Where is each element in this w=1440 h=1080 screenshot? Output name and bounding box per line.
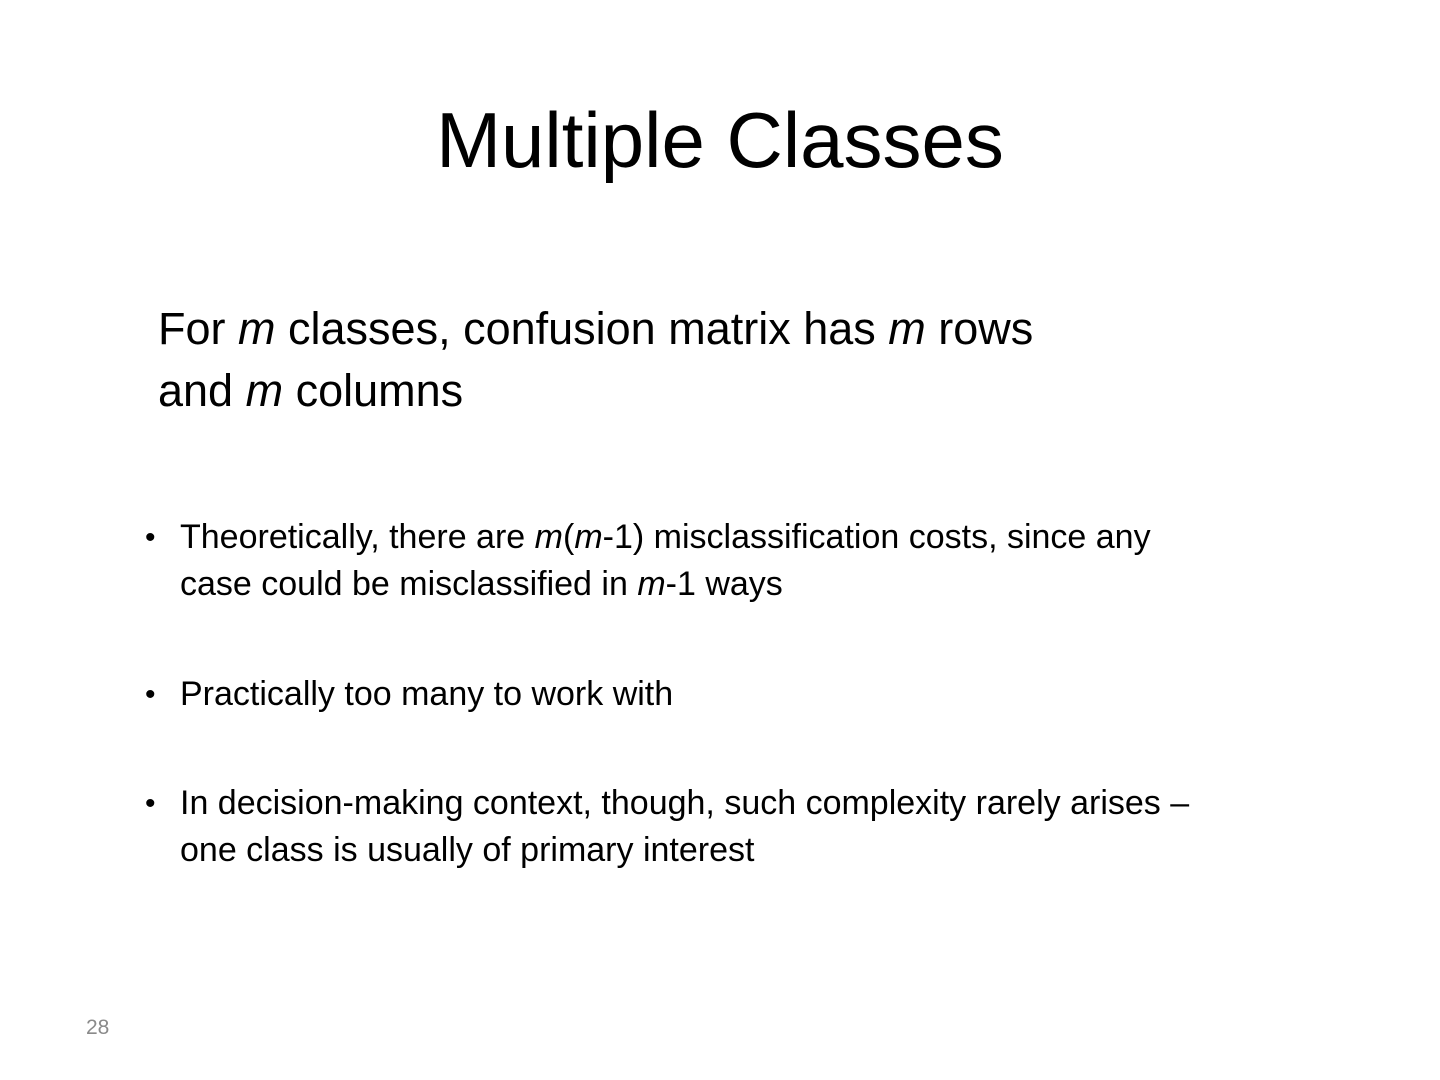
slide-title: Multiple Classes (436, 96, 1004, 184)
subtitle-text: and (158, 365, 246, 416)
bullet-text: Theoretically, there are (180, 518, 535, 556)
subtitle-text: For (158, 303, 239, 354)
subtitle-text: classes, confusion matrix has (275, 303, 889, 354)
variable-m: m (888, 303, 926, 354)
subtitle-text: rows (925, 303, 1034, 354)
bullet-text: Practically too many to work with (180, 675, 674, 713)
variable-m: m (637, 565, 666, 603)
subtitle-text: columns (283, 365, 464, 416)
bullet-text: In decision-making context, though, such complexity rarely arises – (180, 784, 1190, 822)
bullet-dot-icon: • (145, 521, 156, 554)
bullet-item (145, 514, 1375, 608)
variable-m: m (574, 518, 603, 556)
bullet-text: one class is usually of primary interest (180, 831, 755, 869)
variable-m: m (534, 518, 563, 556)
bullet-text: ( (562, 518, 575, 556)
bullet-text: -1) misclassification costs, since any (602, 518, 1151, 556)
page-number: 28 (86, 1016, 110, 1039)
slide-subtitle (158, 298, 1258, 422)
bullet-text: -1 ways (665, 565, 783, 603)
bullet-dot-icon: • (145, 678, 156, 711)
bullet-dot-icon: • (145, 787, 156, 820)
bullet-text: case could be misclassified in (180, 565, 638, 603)
variable-m: m (238, 303, 276, 354)
variable-m: m (245, 365, 284, 416)
bullet-list (145, 514, 1375, 874)
bullet-item (145, 780, 1375, 874)
bullet-item (145, 671, 1375, 718)
